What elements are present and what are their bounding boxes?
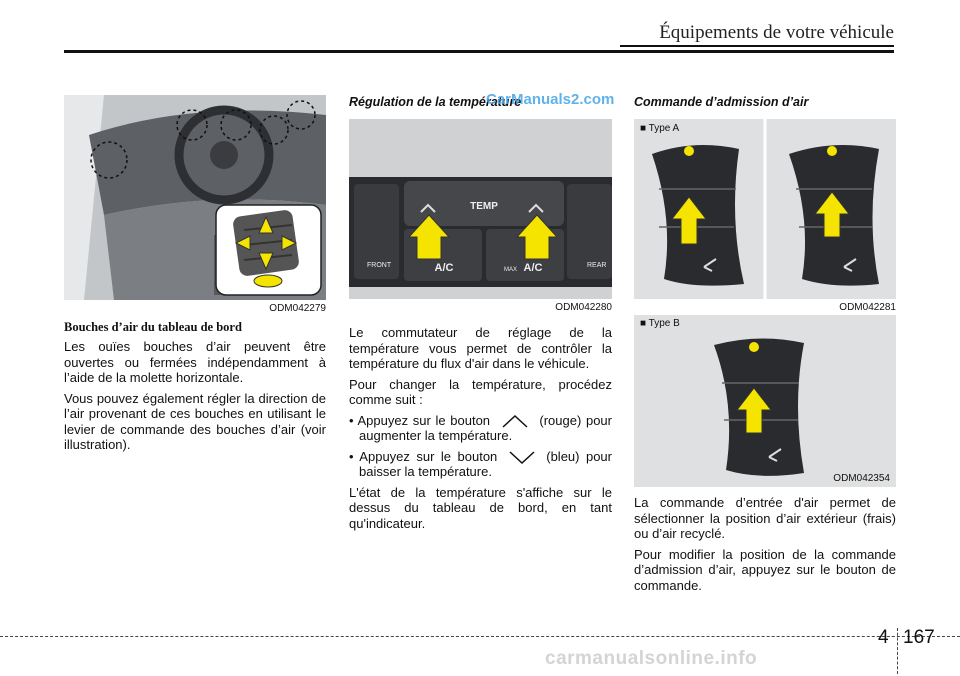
page-number: 167 [903, 627, 935, 648]
rear-label: REAR [587, 262, 607, 269]
column-temperature [349, 95, 612, 536]
bullet-increase [349, 413, 612, 444]
column-dashboard-vents [64, 95, 326, 458]
header-rule-thin [620, 45, 894, 47]
paragraph: Pour changer la température, procédez comme suit : [349, 376, 612, 407]
figure-code: ODM042281 [839, 302, 896, 313]
page-separator [897, 628, 898, 674]
page-header-title: Équipements de votre véhicule [659, 22, 894, 43]
temp-label: TEMP [470, 201, 498, 212]
chevron-down-icon [508, 450, 536, 464]
section-title: Commande d’admission d’air [634, 95, 809, 109]
chevron-up-icon [501, 414, 529, 428]
type-b-illustration [634, 315, 896, 487]
paragraph: La commande d’entrée d'air permet de sélectionner la position d’air extérieur (frais) ou d’air recyclé. [634, 495, 896, 541]
watermark-top: CarManuals2.com [486, 91, 615, 108]
ac-label: A/C [434, 262, 454, 274]
footer-rule [0, 636, 960, 637]
bullet-decrease [349, 449, 612, 480]
bullet-text: • Appuyez sur le bouton [349, 412, 491, 428]
paragraph: Les ouïes bouches d’air peuvent être ouvertes ou fermées indépendamment à l’aide de la molette horizontale. [64, 339, 326, 385]
bullet-text: (rouge) pour augmenter la température. [359, 412, 612, 444]
bullet-text: • Appuyez sur le bouton [349, 448, 498, 464]
section-title: Régulation de la température [349, 95, 522, 109]
dashboard-figure [64, 95, 326, 300]
dashboard-illustration [64, 95, 326, 300]
header-rule [64, 50, 894, 53]
type-label: ■ Type A [640, 123, 680, 134]
front-label: FRONT [367, 262, 392, 269]
figure-code: ODM042354 [833, 473, 890, 484]
figure-code: ODM042279 [269, 303, 326, 314]
temp-panel-illustration [349, 119, 612, 299]
figure-code: ODM042280 [555, 302, 612, 313]
section-heading: Bouches d’air du tableau de bord [64, 320, 242, 334]
air-intake-figure-type-b [634, 315, 896, 487]
type-a-illustration [634, 119, 896, 299]
max-label: MAX [504, 267, 518, 273]
watermark-bottom: carmanualsonline.info [545, 648, 758, 669]
type-label: ■ Type B [640, 318, 680, 329]
chapter-number: 4 [878, 627, 889, 648]
column-air-intake [634, 95, 896, 598]
ac2-label: A/C [523, 262, 543, 274]
paragraph: L'état de la température s'affiche sur le dessus du tableau de bord, en tant qu'indicateur. [349, 484, 612, 531]
paragraph: Vous pouvez également régler la direction de l’air provenant de ces bouches en utilisant le levier de commande des bouches d’air (voir illustration). [64, 390, 326, 452]
paragraph: Le commutateur de réglage de la température vous permet de contrôler la température du flux d'air dans le véhicule. [349, 325, 612, 371]
paragraph: Pour modifier la position de la commande d’admission d’air, appuyez sur le bouton de commande. [634, 546, 896, 593]
air-intake-figure-type-a [634, 119, 896, 299]
temp-control-figure [349, 119, 612, 299]
bullet-text: (bleu) pour baisser la température. [359, 448, 612, 480]
